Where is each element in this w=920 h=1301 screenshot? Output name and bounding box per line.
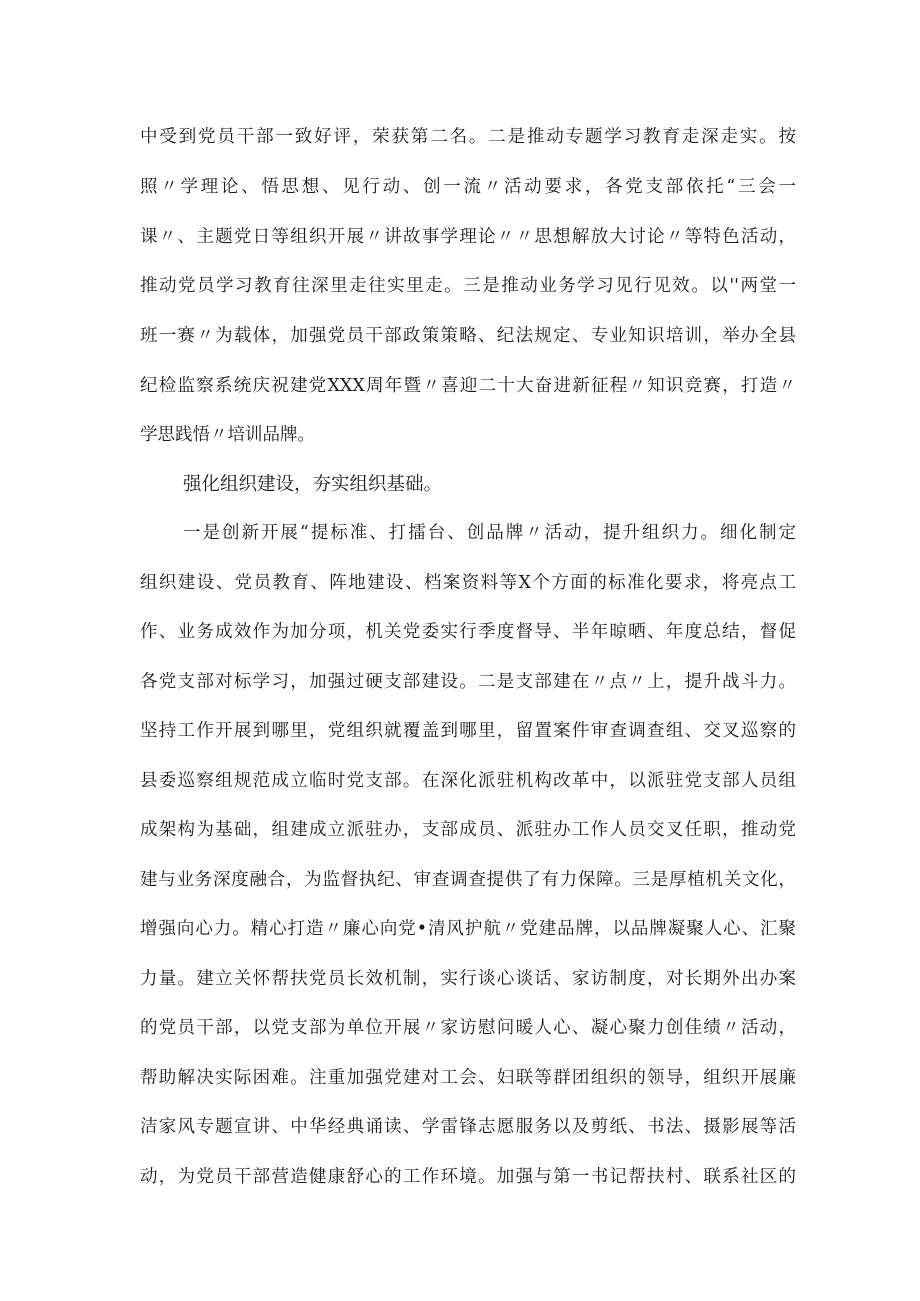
paragraph-line: 班一赛〃为载体，加强党员干部政策策略、纪法规定、专业知识培训，举办全县 — [140, 326, 796, 346]
paragraph-line: 坚持工作开展到哪里，党组织就覆盖到哪里，留置案件审查调查组、交叉巡察的 — [140, 721, 796, 741]
paragraph-line: 帮助解决实际困难。注重加强党建对工会、妇联等群团组织的领导，组织开展廉 — [140, 1068, 796, 1088]
section-heading: 强化组织建设，夯实组织基础。 — [183, 474, 443, 495]
paragraph-line: 力量。建立关怀帮扶党员长效机制，实行谈心谈话、家访制度，对长期外出办案 — [140, 969, 796, 989]
paragraph-line: 课〃、主题党日等组织开展〃讲故事学理论〃〃思想解放大讨论〃等特色活动， — [140, 227, 796, 247]
paragraph-line: 增强向心力。精心打造〃廉心向党•清风护航〃党建品牌，以品牌凝聚人心、汇聚 — [140, 919, 796, 939]
paragraph-line: 一是创新开展“提标准、打擂台、创品牌〃活动，提升组织力。细化制定 — [183, 523, 796, 543]
paragraph-line: 学思践悟〃培训品牌。 — [140, 425, 315, 445]
paragraph-line: 组织建设、党员教育、阵地建设、档案资料等X个方面的标准化要求，将亮点工 — [140, 573, 796, 593]
paragraph-line: 洁家风专题宣讲、中华经典诵读、学雷锋志愿服务以及剪纸、书法、摄影展等活 — [140, 1117, 796, 1137]
paragraph-line: 动，为党员干部营造健康舒心的工作环境。加强与第一书记帮扶村、联系社区的 — [140, 1167, 796, 1187]
paragraph-line: 成架构为基础，组建成立派驻办，支部成员、派驻办工作人员交叉任职，推动党 — [140, 820, 796, 840]
paragraph-line: 纪检监察系统庆祝建党XXX周年暨〃喜迎二十大奋进新征程〃知识竞赛，打造〃 — [140, 376, 796, 396]
paragraph-line: 建与业务深度融合，为监督执纪、审查调查提供了有力保障。三是厚植机关文化， — [140, 870, 796, 890]
paragraph-line: 推动党员学习教育往深里走往实里走。三是推动业务学习见行见效。以''两堂一 — [140, 276, 796, 296]
paragraph-line: 照〃学理论、悟思想、见行动、创一流〃活动要求，各党支部依托“三会一 — [140, 177, 796, 197]
paragraph-line: 县委巡察组规范成立临时党支部。在深化派驻机构改革中，以派驻党支部人员组 — [140, 771, 796, 791]
paragraph-line: 作、业务成效作为加分项，机关党委实行季度督导、半年晾晒、年度总结，督促 — [140, 622, 796, 642]
paragraph-line: 各党支部对标学习，加强过硬支部建设。二是支部建在〃点〃上，提升战斗力。 — [140, 672, 796, 692]
paragraph-line: 中受到党员干部一致好评，荣获第二名。二是推动专题学习教育走深走实。按 — [140, 127, 796, 147]
paragraph-line: 的党员干部，以党支部为单位开展〃家访慰问暖人心、凝心聚力创佳绩〃活动， — [140, 1018, 796, 1038]
